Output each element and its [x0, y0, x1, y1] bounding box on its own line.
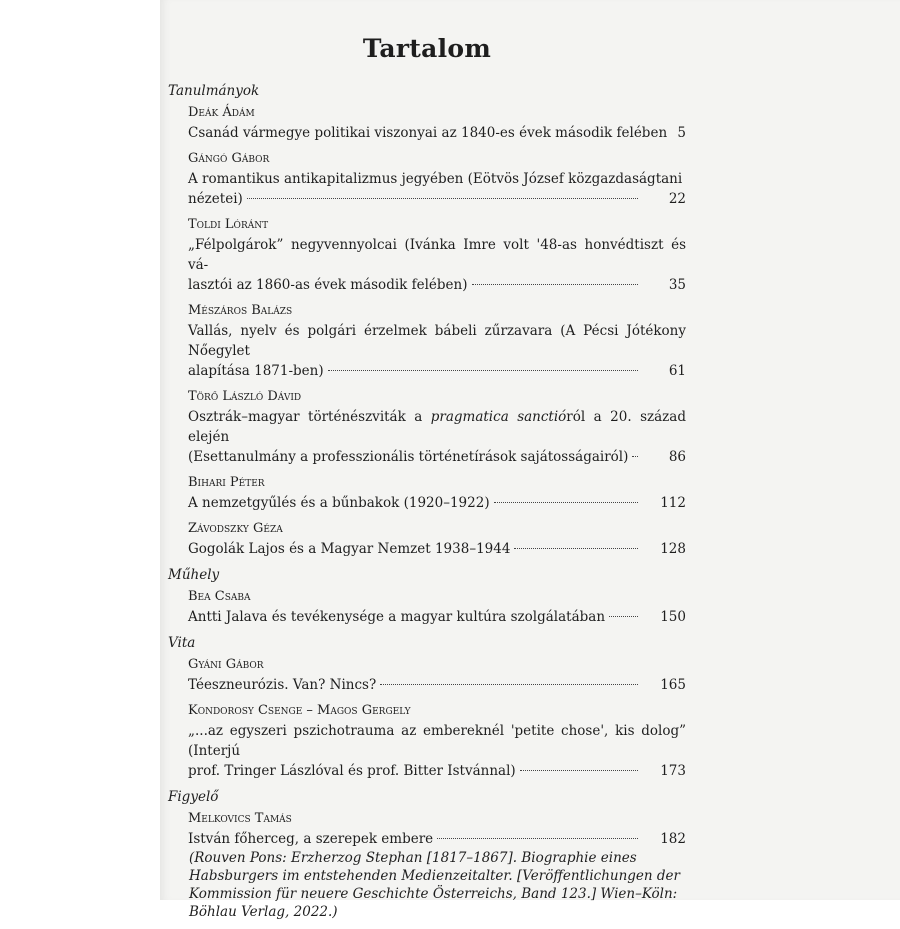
toc-entry — [188, 703, 686, 781]
entry-title-line — [188, 761, 686, 781]
table-of-contents — [168, 34, 686, 929]
entry-title: A nemzetgyűlés és a bűnbakok (1920–1922) — [188, 495, 490, 511]
entry-title: „...az egyszeri pszichotrauma az embereknél 'petite chose', kis dolog” (Interjú — [188, 723, 686, 759]
entry-title: „Félpolgárok” negyvennyolcai (Ivánka Imre volt '48-as honvédtiszt és vá- — [188, 237, 686, 273]
entry-author: Bihari Péter — [188, 475, 265, 490]
entry-title-line — [188, 539, 686, 559]
toc-entry — [188, 389, 686, 467]
section-heading-tanulmanyok: Tanulmányok — [168, 83, 260, 99]
leader-dots — [514, 548, 638, 549]
entry-author: Gángó Gábor — [188, 151, 270, 166]
toc-entry — [188, 657, 686, 695]
entry-title-part: Osztrák–magyar történészviták a — [188, 409, 431, 425]
entry-author: Mészáros Balázs — [188, 303, 293, 318]
leader-dots — [520, 770, 638, 771]
leader-dots — [609, 616, 638, 617]
page-number: 61 — [668, 363, 686, 379]
leader-dots — [472, 284, 638, 285]
entry-title: Antti Jalava és tevékenysége a magyar kultúra szolgálatában — [188, 609, 606, 625]
toc-entry — [188, 811, 686, 921]
entry-title-end: lasztói az 1860-as évek második felében) — [188, 277, 468, 293]
page-number: 165 — [660, 677, 686, 693]
section-heading-vita: Vita — [168, 635, 196, 651]
entry-author: Törő László Dávid — [188, 389, 302, 404]
entry-title-part: ról a 20. század elején — [188, 409, 686, 445]
entry-title-line — [188, 493, 686, 513]
leader-dots — [632, 456, 638, 457]
entry-title-line — [188, 361, 686, 381]
entry-title: Vallás, nyelv és polgári érzelmek bábeli zűrzavara (A Pécsi Jótékony Nőegylet — [188, 323, 686, 359]
entry-title-line — [188, 829, 686, 849]
page-number: 5 — [677, 125, 686, 141]
toc-entry — [188, 521, 686, 559]
entry-author: Závodszky Géza — [188, 521, 283, 536]
entry-author: Gyáni Gábor — [188, 657, 264, 672]
toc-entry — [188, 151, 686, 209]
leader-dots — [437, 838, 638, 839]
entry-title-line — [188, 123, 686, 143]
page-number: 112 — [660, 495, 686, 511]
leader-dots — [494, 502, 638, 503]
section-heading-figyelo: Figyelő — [168, 789, 219, 805]
toc-entry — [188, 475, 686, 513]
page-number: 22 — [668, 191, 686, 207]
book-page — [160, 0, 900, 920]
entry-title-end: alapítása 1871-ben) — [188, 363, 324, 379]
page-number: 182 — [660, 831, 686, 847]
toc-entry — [188, 589, 686, 627]
page-title: Tartalom — [362, 34, 492, 63]
leader-dots — [247, 198, 638, 199]
toc-entry — [188, 105, 686, 143]
entry-author: Melkovics Tamás — [188, 811, 292, 826]
leader-dots — [328, 370, 638, 371]
entry-title: István főherceg, a szerepek embere — [188, 831, 434, 847]
entry-author: Bea Csaba — [188, 589, 251, 604]
review-note: (Rouven Pons: Erzherzog Stephan [1817–1867]. Biographie eines Habsburgers im entstehenden Medienzeitalter. [Veröffentlichungen der Kommission für neuere Geschichte Österreichs, Band 123.] Wien–Köln: Böhlau Verlag, 2022.) — [189, 850, 680, 920]
entry-author: Deák Ádám — [188, 105, 255, 120]
entry-author: Kondorosy Csenge – Magos Gergely — [188, 703, 411, 718]
section-heading-muhely: Műhely — [168, 567, 220, 583]
entry-title-line — [188, 447, 686, 467]
page-number: 35 — [668, 277, 686, 293]
entry-title: Csanád vármegye politikai viszonyai az 1840-es évek második felében — [188, 125, 668, 141]
page-number: 128 — [660, 541, 686, 557]
entry-title-line — [188, 607, 686, 627]
entry-title: Téeszneurózis. Van? Nincs? — [188, 677, 377, 693]
entry-title-line — [188, 675, 686, 695]
page-number: 173 — [660, 763, 686, 779]
entry-title-end: (Esettanulmány a professzionális történetírások sajátosságairól) — [188, 449, 629, 465]
entry-title-end: prof. Tringer Lászlóval és prof. Bitter Istvánnal) — [188, 763, 516, 779]
page-number: 86 — [668, 449, 686, 465]
entry-title-italic: pragmatica sanctió — [430, 409, 567, 425]
entry-title-line — [188, 189, 686, 209]
toc-entry — [188, 217, 686, 295]
toc-entry — [188, 303, 686, 381]
entry-title: A romantikus antikapitalizmus jegyében (Eötvös József közgazdaságtani — [188, 171, 683, 187]
page-number: 150 — [660, 609, 686, 625]
entry-title-end: nézetei) — [188, 191, 243, 207]
leader-dots — [380, 684, 638, 685]
entry-title-line — [188, 275, 686, 295]
entry-title — [188, 407, 686, 447]
entry-title: Gogolák Lajos és a Magyar Nemzet 1938–1944 — [188, 541, 511, 557]
entry-author: Toldi Lóránt — [188, 217, 269, 232]
